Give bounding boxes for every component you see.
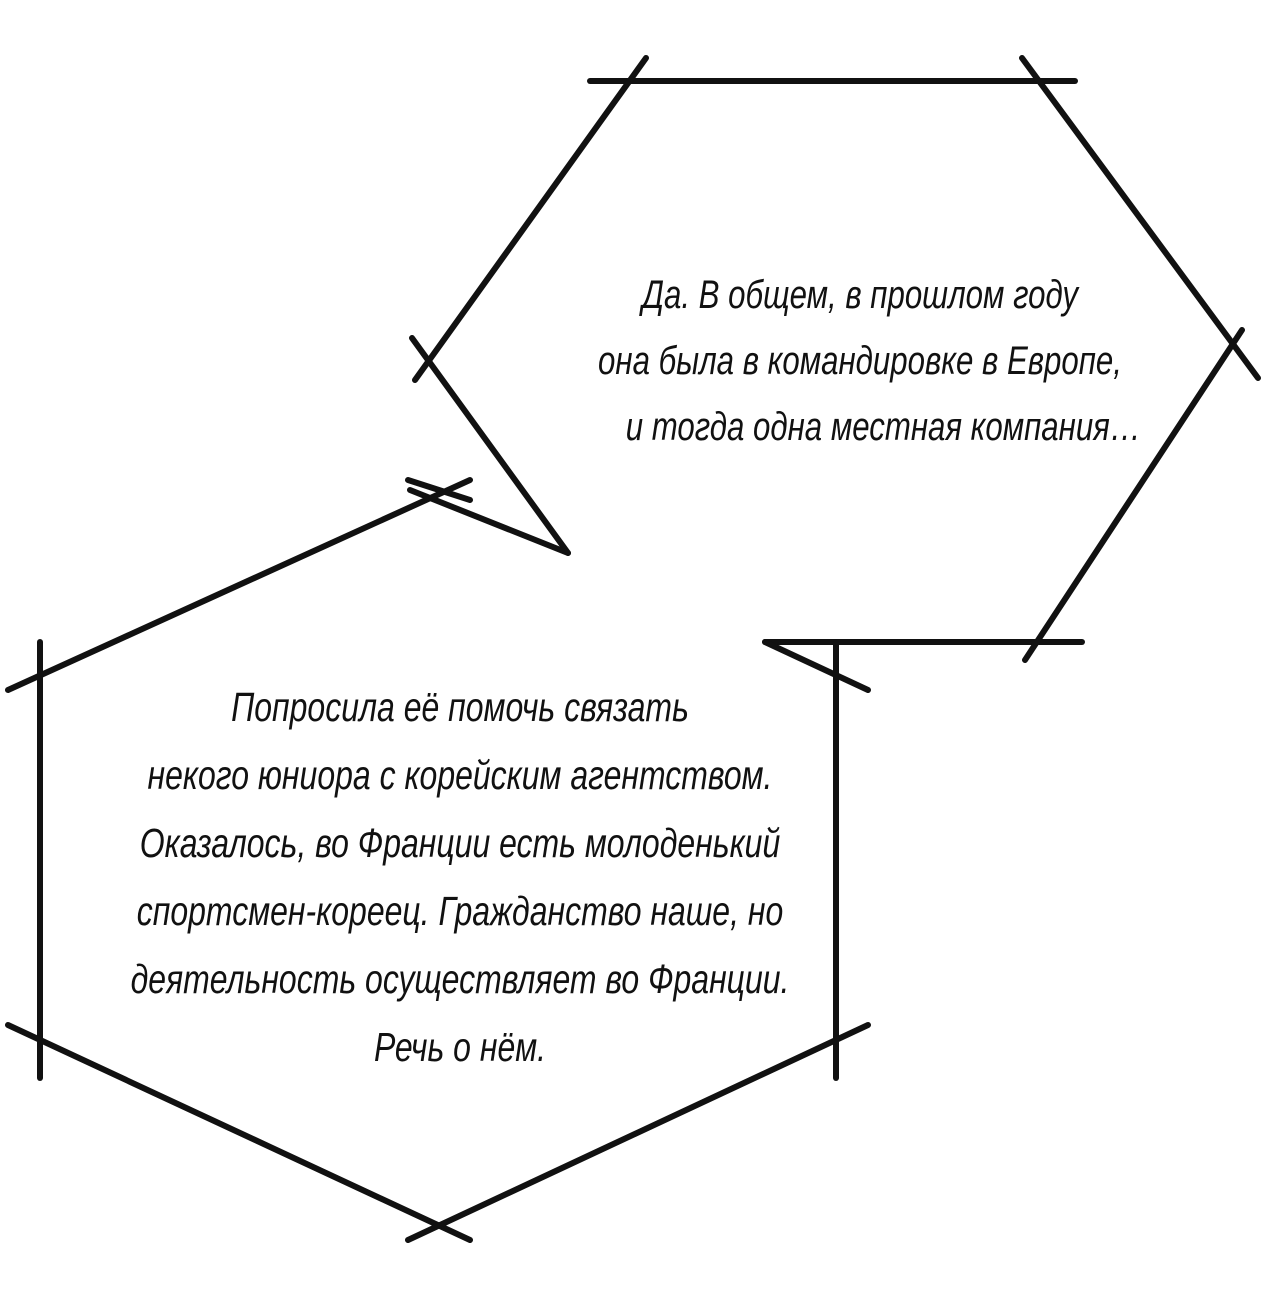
speech-line: и тогда одна местная компания… (625, 405, 1142, 449)
speech-line: деятельность осуществляет во Франции. (130, 956, 790, 1002)
speech-line: некого юниора с корейским агентством. (147, 752, 773, 798)
speech-line: Оказалось, во Франции есть молоденький (139, 820, 781, 866)
speech-line: Попросила её помочь связать (231, 684, 689, 730)
speech-line: она была в командировке в Европе, (598, 339, 1122, 383)
speech-bubble-bottom-text (117, 673, 803, 1081)
speech-line: Да. В общем, в прошлом году (642, 273, 1078, 317)
speech-line: Речь о нём. (373, 1024, 547, 1070)
speech-bubble-top-text (556, 262, 1164, 460)
speech-line: спортсмен-кореец. Гражданство наше, но (136, 888, 784, 934)
